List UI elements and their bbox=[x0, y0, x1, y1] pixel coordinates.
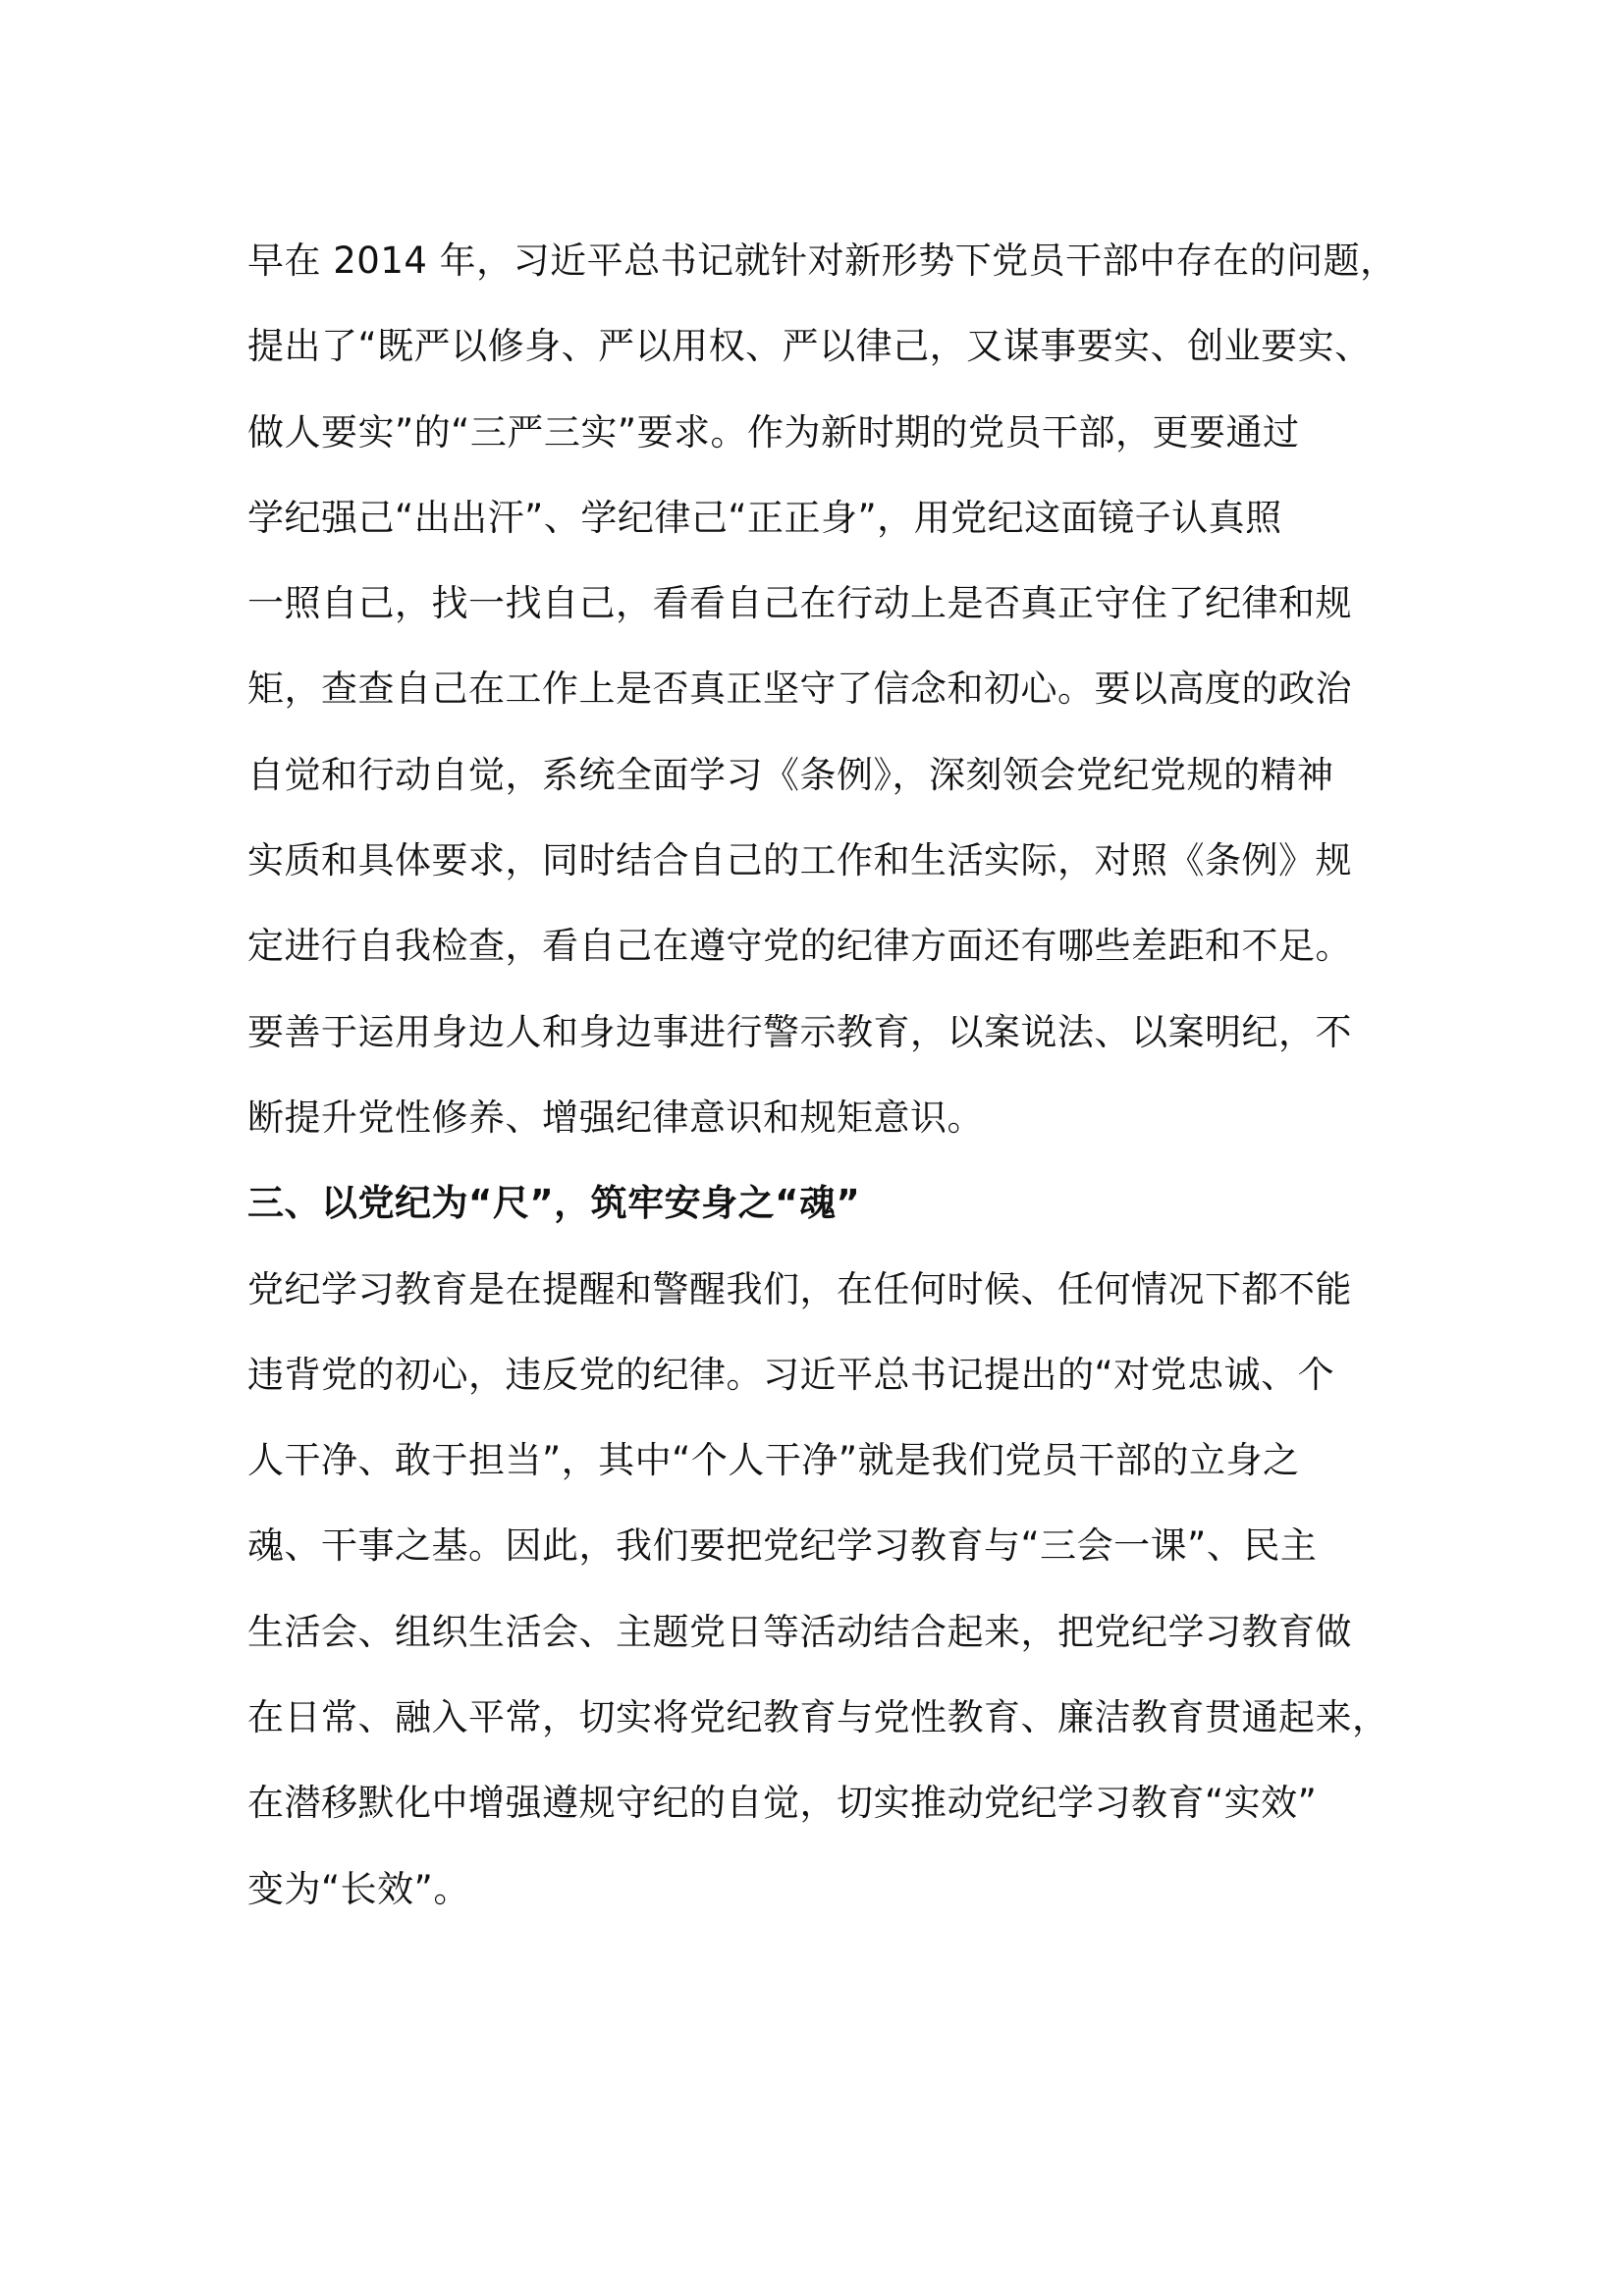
paragraph-line: 党纪学习教育是在提醒和警醒我们，在任何时候、任何情况下都不能 bbox=[247, 1267, 1352, 1310]
paragraph-line: 实质和具体要求，同时结合自己的工作和生活实际，对照《条例》规 bbox=[247, 839, 1352, 882]
paragraph-line: 要善于运用身边人和身边事进行警示教育，以案说法、以案明纪，不 bbox=[247, 1010, 1352, 1053]
paragraph-line: 变为“长效”。 bbox=[247, 1867, 470, 1910]
document-body bbox=[247, 218, 1397, 1932]
paragraph-line: 在潜移默化中增强遵规守纪的自觉，切实推动党纪学习教育“实效” bbox=[247, 1782, 1318, 1825]
paragraph-line: 人干净、敢于担当”，其中“个人干净”就是我们党员干部的立身之 bbox=[247, 1439, 1300, 1482]
paragraph-line: 生活会、组织生活会、主题党日等活动结合起来，把党纪学习教育做 bbox=[247, 1610, 1352, 1653]
paragraph-line: 魂、干事之基。因此，我们要把党纪学习教育与“三会一课”、民主 bbox=[247, 1524, 1318, 1568]
paragraph-line: 学纪强己“出出汗”、学纪律己“正正身”，用党纪这面镜子认真照 bbox=[247, 496, 1282, 539]
paragraph-line: 自觉和行动自觉，系统全面学习《条例》，深刻领会党纪党规的精神 bbox=[247, 753, 1334, 796]
paragraph-line: 矩，查查自己在工作上是否真正坚守了信念和初心。要以高度的政治 bbox=[247, 667, 1352, 711]
paragraph-1 bbox=[247, 218, 1397, 1160]
paragraph-2 bbox=[247, 1247, 1389, 1932]
section-heading-3: 三、以党纪为“尺”，筑牢安身之“魂” bbox=[247, 1182, 861, 1225]
paragraph-line: 一照自己，找一找自己，看看自己在行动上是否真正守住了纪律和规 bbox=[247, 582, 1352, 625]
paragraph-line: 提出了“既严以修身、严以用权、严以律己，又谋事要实、创业要实、 bbox=[247, 325, 1372, 368]
paragraph-line: 定进行自我检查，看自己在遵守党的纪律方面还有哪些差距和不足。 bbox=[247, 925, 1352, 968]
paragraph-line: 做人要实”的“三严三实”要求。作为新时期的党员干部，更要通过 bbox=[247, 410, 1300, 454]
paragraph-line: 违背党的初心，违反党的纪律。习近平总书记提出的“对党忠诚、个 bbox=[247, 1353, 1335, 1396]
paragraph-line: 断提升党性修养、增强纪律意识和规矩意识。 bbox=[247, 1095, 984, 1139]
paragraph-line: 在日常、融入平常，切实将党纪教育与党性教育、廉洁教育贯通起来， bbox=[247, 1696, 1389, 1739]
paragraph-line: 早在 2014 年，习近平总书记就针对新形势下党员干部中存在的问题， bbox=[247, 240, 1397, 282]
